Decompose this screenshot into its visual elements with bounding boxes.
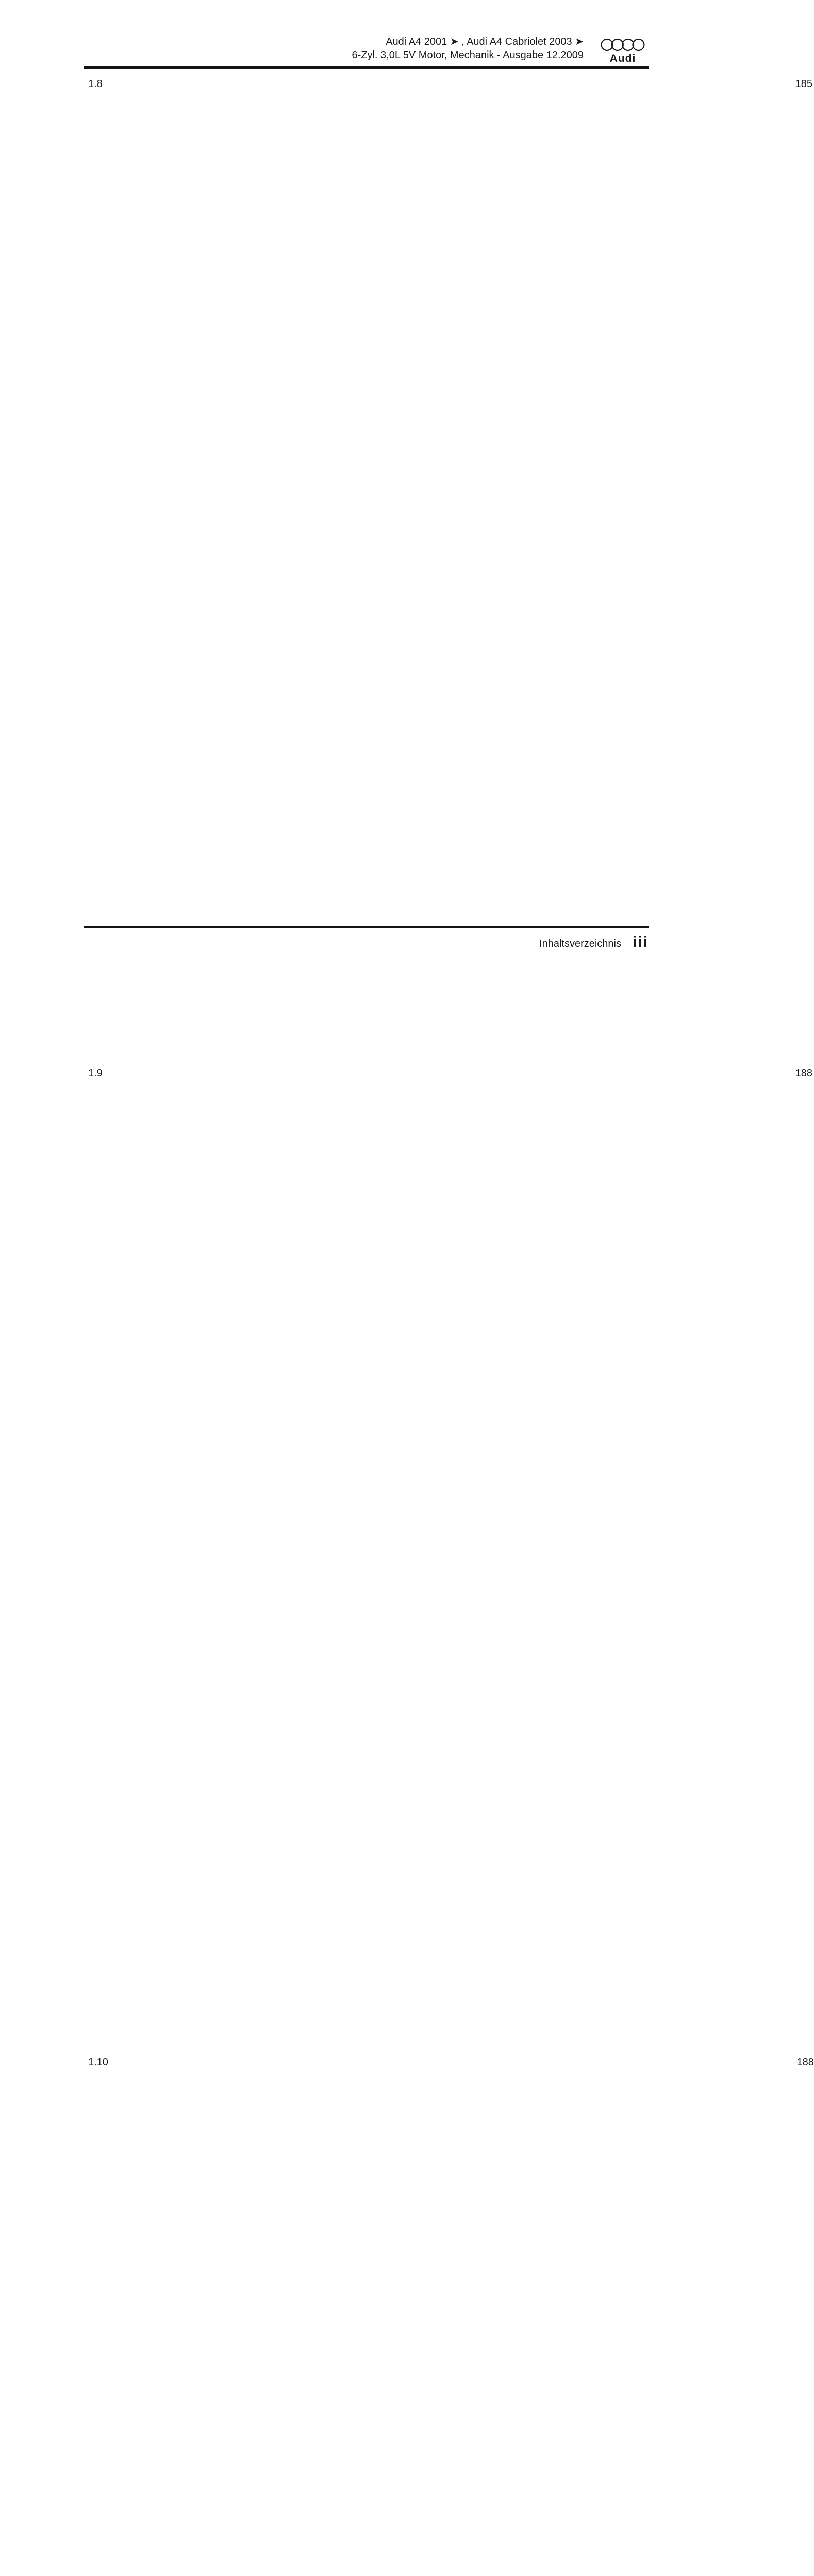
header-divider <box>84 66 649 69</box>
table-of-contents <box>75 77 814 2576</box>
audi-wordmark: Audi <box>609 53 636 64</box>
toc-entry-number: 1.10 <box>88 2057 108 2068</box>
toc-entry <box>75 1066 812 2056</box>
toc-entry-number: 1.9 <box>88 1067 103 1079</box>
toc-entry <box>75 2056 814 2576</box>
toc-entry-number: 1.8 <box>88 78 103 90</box>
toc-entry-page-number: 185 <box>107 77 812 1066</box>
page-header <box>84 35 584 62</box>
header-model-line: Audi A4 2001 ➤ , Audi A4 Cabriolet 2003 ➤ <box>386 36 584 47</box>
footer-page-number: iii <box>632 934 649 951</box>
page-footer <box>84 934 649 951</box>
audi-logo <box>597 37 649 64</box>
toc-entry <box>75 77 812 1066</box>
footer-divider <box>84 926 649 928</box>
toc-entry-page-number: 188 <box>108 2056 814 2576</box>
toc-entry-page-number: 188 <box>107 1066 812 2056</box>
audi-rings-icon <box>600 37 645 53</box>
footer-section-label: Inhaltsverzeichnis <box>539 938 621 950</box>
header-engine-line: 6-Zyl. 3,0L 5V Motor, Mechanik - Ausgabe 12.2009 <box>352 49 584 61</box>
